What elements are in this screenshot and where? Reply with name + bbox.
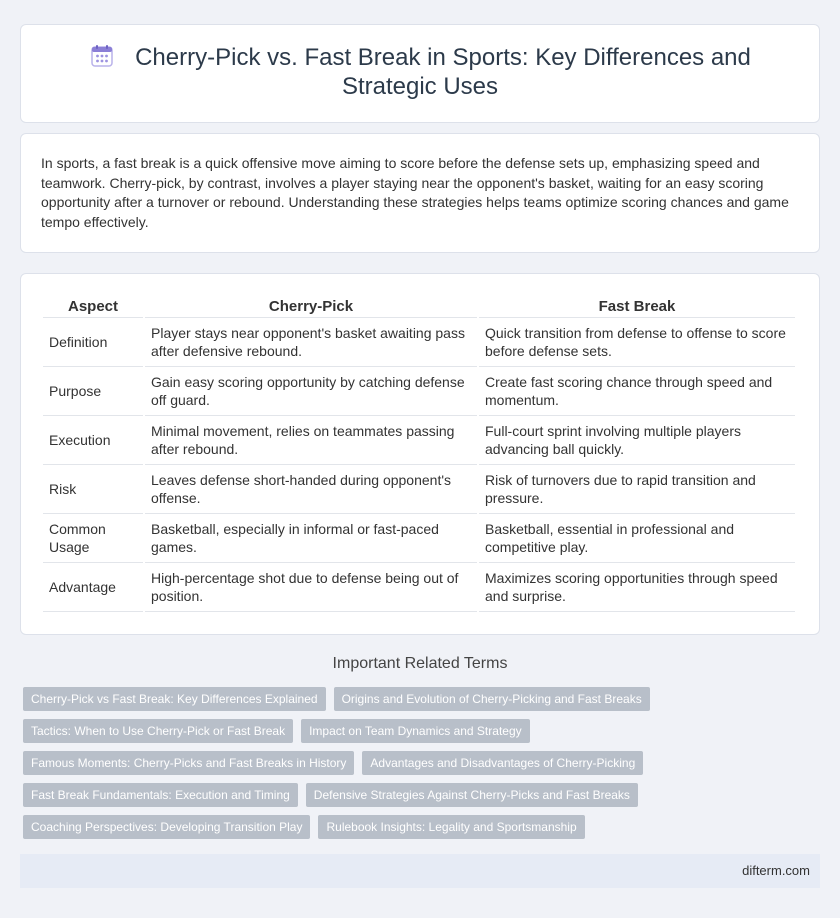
title-wrap <box>21 43 819 101</box>
tag-row <box>23 815 823 847</box>
header-aspect: Aspect <box>43 294 143 318</box>
aspect-cell: Execution <box>43 416 143 465</box>
header-fast-break: Fast Break <box>479 294 795 318</box>
fast-break-cell: Full-court sprint involving multiple players advancing ball quickly. <box>479 416 795 465</box>
intro-card <box>20 133 820 253</box>
comparison-card <box>20 273 820 635</box>
table-row <box>43 318 795 367</box>
related-term-tag[interactable]: Defensive Strategies Against Cherry-Picks and Fast Breaks <box>306 783 638 807</box>
related-term-tag[interactable]: Rulebook Insights: Legality and Sportsmanship <box>318 815 584 839</box>
footer-site-link[interactable]: difterm.com <box>742 863 810 878</box>
related-term-tag[interactable]: Famous Moments: Cherry-Picks and Fast Breaks in History <box>23 751 354 775</box>
cherry-pick-cell: Leaves defense short-handed during opponent's offense. <box>145 465 477 514</box>
header-cherry-pick: Cherry-Pick <box>145 294 477 318</box>
footer <box>20 854 820 888</box>
related-term-tag[interactable]: Advantages and Disadvantages of Cherry-Picking <box>362 751 643 775</box>
tag-row <box>23 783 823 815</box>
related-term-tag[interactable]: Impact on Team Dynamics and Strategy <box>301 719 530 743</box>
related-term-tag[interactable]: Cherry-Pick vs Fast Break: Key Differences Explained <box>23 687 326 711</box>
aspect-cell: Advantage <box>43 563 143 612</box>
comparison-table <box>41 294 797 612</box>
table-row <box>43 416 795 465</box>
aspect-cell: Risk <box>43 465 143 514</box>
header-card <box>20 24 820 123</box>
fast-break-cell: Quick transition from defense to offense to score before defense sets. <box>479 318 795 367</box>
table-row <box>43 514 795 563</box>
table-row <box>43 563 795 612</box>
related-terms-title: Important Related Terms <box>332 655 508 672</box>
cherry-pick-cell: Basketball, especially in informal or fast-paced games. <box>145 514 477 563</box>
table-header-row <box>43 294 795 318</box>
table-row <box>43 367 795 416</box>
aspect-cell: Common Usage <box>43 514 143 563</box>
related-term-tag[interactable]: Coaching Perspectives: Developing Transition Play <box>23 815 310 839</box>
fast-break-cell: Maximizes scoring opportunities through speed and surprise. <box>479 563 795 612</box>
fast-break-cell: Create fast scoring chance through speed and momentum. <box>479 367 795 416</box>
cherry-pick-cell: Gain easy scoring opportunity by catching defense off guard. <box>145 367 477 416</box>
related-terms-list <box>23 687 823 847</box>
tag-row <box>23 719 823 751</box>
related-term-tag[interactable]: Fast Break Fundamentals: Execution and Timing <box>23 783 298 807</box>
cherry-pick-cell: High-percentage shot due to defense being out of position. <box>145 563 477 612</box>
aspect-cell: Definition <box>43 318 143 367</box>
calendar-icon <box>89 43 115 69</box>
page-title: Cherry-Pick vs. Fast Break in Sports: Key Differences and Strategic Uses <box>135 44 751 100</box>
related-term-tag[interactable]: Origins and Evolution of Cherry-Picking and Fast Breaks <box>334 687 650 711</box>
table-row <box>43 465 795 514</box>
tag-row <box>23 751 823 783</box>
aspect-cell: Purpose <box>43 367 143 416</box>
cherry-pick-cell: Player stays near opponent's basket awaiting pass after defensive rebound. <box>145 318 477 367</box>
intro-text: In sports, a fast break is a quick offensive move aiming to score before the defense sets up, emphasizing speed and teamwork. Cherry-pick, by contrast, involves a player staying near the opponent's basket, waiting for an easy scoring opportunity after a turnover or rebound. Understanding these strategies helps teams optimize scoring chances and game tempo effectively. <box>41 155 789 230</box>
cherry-pick-cell: Minimal movement, relies on teammates passing after rebound. <box>145 416 477 465</box>
fast-break-cell: Basketball, essential in professional and competitive play. <box>479 514 795 563</box>
related-term-tag[interactable]: Tactics: When to Use Cherry-Pick or Fast Break <box>23 719 293 743</box>
tag-row <box>23 687 823 719</box>
fast-break-cell: Risk of turnovers due to rapid transition and pressure. <box>479 465 795 514</box>
